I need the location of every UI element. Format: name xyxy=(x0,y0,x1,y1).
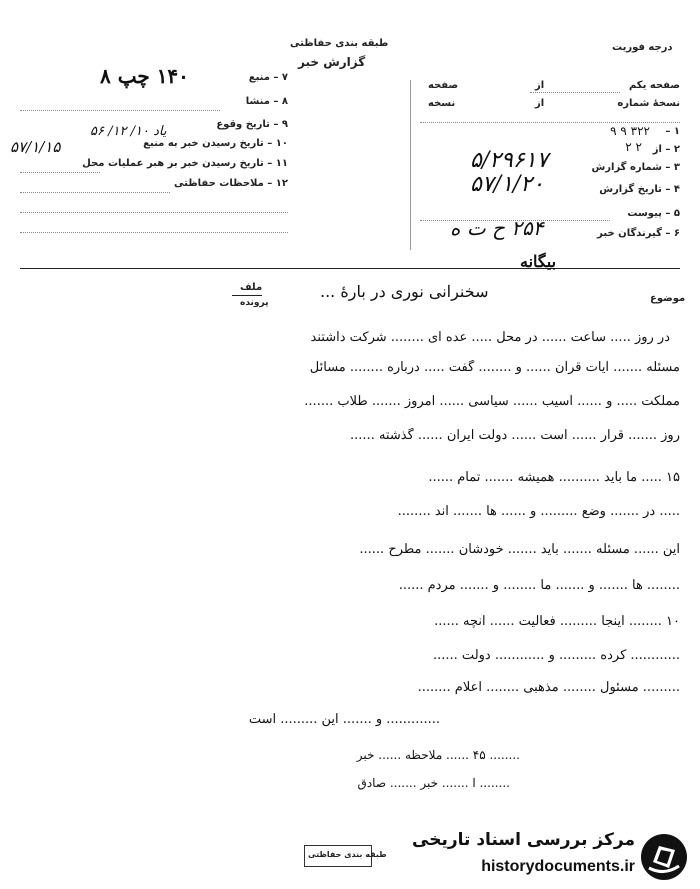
body-line: در روز ..... ساعت ...... در محل ..... عده ای ........ شرکت داشتند xyxy=(310,330,670,345)
form-title: گزارش خبر xyxy=(298,55,366,69)
item-4-label: ۴ – تاریخ گزارش xyxy=(599,184,680,195)
body-line: ..... در ....... وضع ......... و ...... ها ....... اند ........ xyxy=(397,504,680,519)
body-line: روز ....... قرار ...... است ...... دولت ایران ...... گذشته ...... xyxy=(350,428,680,443)
item-4-value: ۵۷/۱/۲۰ xyxy=(470,172,544,197)
page-of: صفحه xyxy=(428,80,459,91)
field-ops-label: ۱۱ – تاریخ رسیدن خبر بر هبر عملیات محل xyxy=(82,158,288,169)
watermark xyxy=(410,826,695,886)
field-source-label: ۷ – منبع xyxy=(248,72,288,83)
item-2-value: ۲ ۲ xyxy=(625,140,642,154)
body-line: ۱۰ ........ اینجا ......... فعالیت ...... آنچه ...... xyxy=(434,614,680,629)
classification-bottom: طبقه بندی حفاظتی xyxy=(308,850,387,859)
body-line: ............ کرده ......... و ............ دولت ...... xyxy=(433,648,680,663)
body-line: ............. و ....... این ......... است xyxy=(248,712,440,727)
field-event-date-value: یاد ۱۰/ ۱۲/ ۵۶ xyxy=(90,124,167,139)
item-2-label: ۲ – از xyxy=(652,144,680,155)
body-line: ........ ها ....... و ....... ما ........ و ....... مردم ...... xyxy=(398,578,680,593)
field-source-value: ۱۴۰ چپ ۸ xyxy=(100,64,189,88)
classification-top: طبقه بندی حفاظتی xyxy=(290,38,389,49)
copy-label: نسخهٔ شماره xyxy=(617,98,680,109)
field-security-dots xyxy=(20,192,170,193)
field-security-notes-label: ۱۲ – ملاحظات حفاظتی xyxy=(174,178,288,189)
item-5-label: ۵ – پیوست xyxy=(627,208,680,219)
field-received-label: ۱۰ – تاریخ رسیدن خبر به منبع xyxy=(143,138,288,149)
copy-from: از xyxy=(535,98,545,109)
body-line: مملکت ..... و ...... آسیب ...... سیاسی ...... امروز ....... طلاب ....... xyxy=(304,394,680,409)
page-from: از xyxy=(535,80,545,91)
section-divider xyxy=(20,268,680,269)
page-label: صفحه یکم xyxy=(628,80,680,91)
priority-label: درجه فوریت xyxy=(612,42,673,53)
field-origin-label: ۸ – منشا xyxy=(245,96,288,107)
item-1-value: ۳۲۲ ۹ ۹ xyxy=(610,124,650,138)
page-dots xyxy=(530,92,620,93)
field-origin-dots xyxy=(20,110,220,111)
item-6-label: ۶ – گیرندگان خبر xyxy=(597,228,680,239)
item-3-label: ۳ – شماره گزارش xyxy=(591,162,680,173)
field-event-date-label: ۹ – تاریخ وقوع xyxy=(216,119,288,130)
footer-note: ........ ۴۵ ...... ملاحظه ...... خبر xyxy=(356,748,520,762)
copy-of: نسخه xyxy=(428,98,456,109)
item-3-value: ۵/۲۹۶۱۷ xyxy=(470,148,549,173)
archive-logo-icon xyxy=(639,832,689,882)
field-security-dots-2 xyxy=(20,212,288,213)
watermark-url: historydocuments.ir xyxy=(481,858,635,875)
body-line: این ...... مسئله ....... باید ....... خودشان ....... مطرح ...... xyxy=(359,542,680,557)
item-6-value: ۲۵۴ ح ت ه xyxy=(450,216,544,240)
item-1-label: ۱ – xyxy=(665,126,680,137)
body-line: ......... مسئول ........ مذهبی ........ اعلام ........ xyxy=(417,680,680,695)
body-line: مسئله ....... آیات قرآن ...... و ........ گفت ..... درباره ........ مسائل xyxy=(309,360,680,375)
annotation-note: بیگانه xyxy=(520,252,557,271)
subject-label: موضوع xyxy=(650,293,686,304)
column-divider xyxy=(410,80,411,250)
footer-note: ........ ا ....... خبر ....... صادق xyxy=(357,776,510,790)
subject-value: سخنرانی نوری در بارهٔ ... xyxy=(320,282,489,301)
field-security-dots-3 xyxy=(20,232,288,233)
body-line: ۱۵ ..... ما باید .......... همیشه ....... تمام ...... xyxy=(428,470,680,485)
copy-dots xyxy=(420,122,680,123)
folder-label: پرونده xyxy=(240,298,269,308)
file-label: ملف xyxy=(240,282,263,293)
field-ops-dots xyxy=(20,172,100,173)
watermark-title: مرکز بررسی اسناد تاریخی xyxy=(412,830,635,850)
file-folder-divider xyxy=(232,295,262,296)
field-received-value: ۵۷/۱/۱۵ xyxy=(10,138,61,156)
